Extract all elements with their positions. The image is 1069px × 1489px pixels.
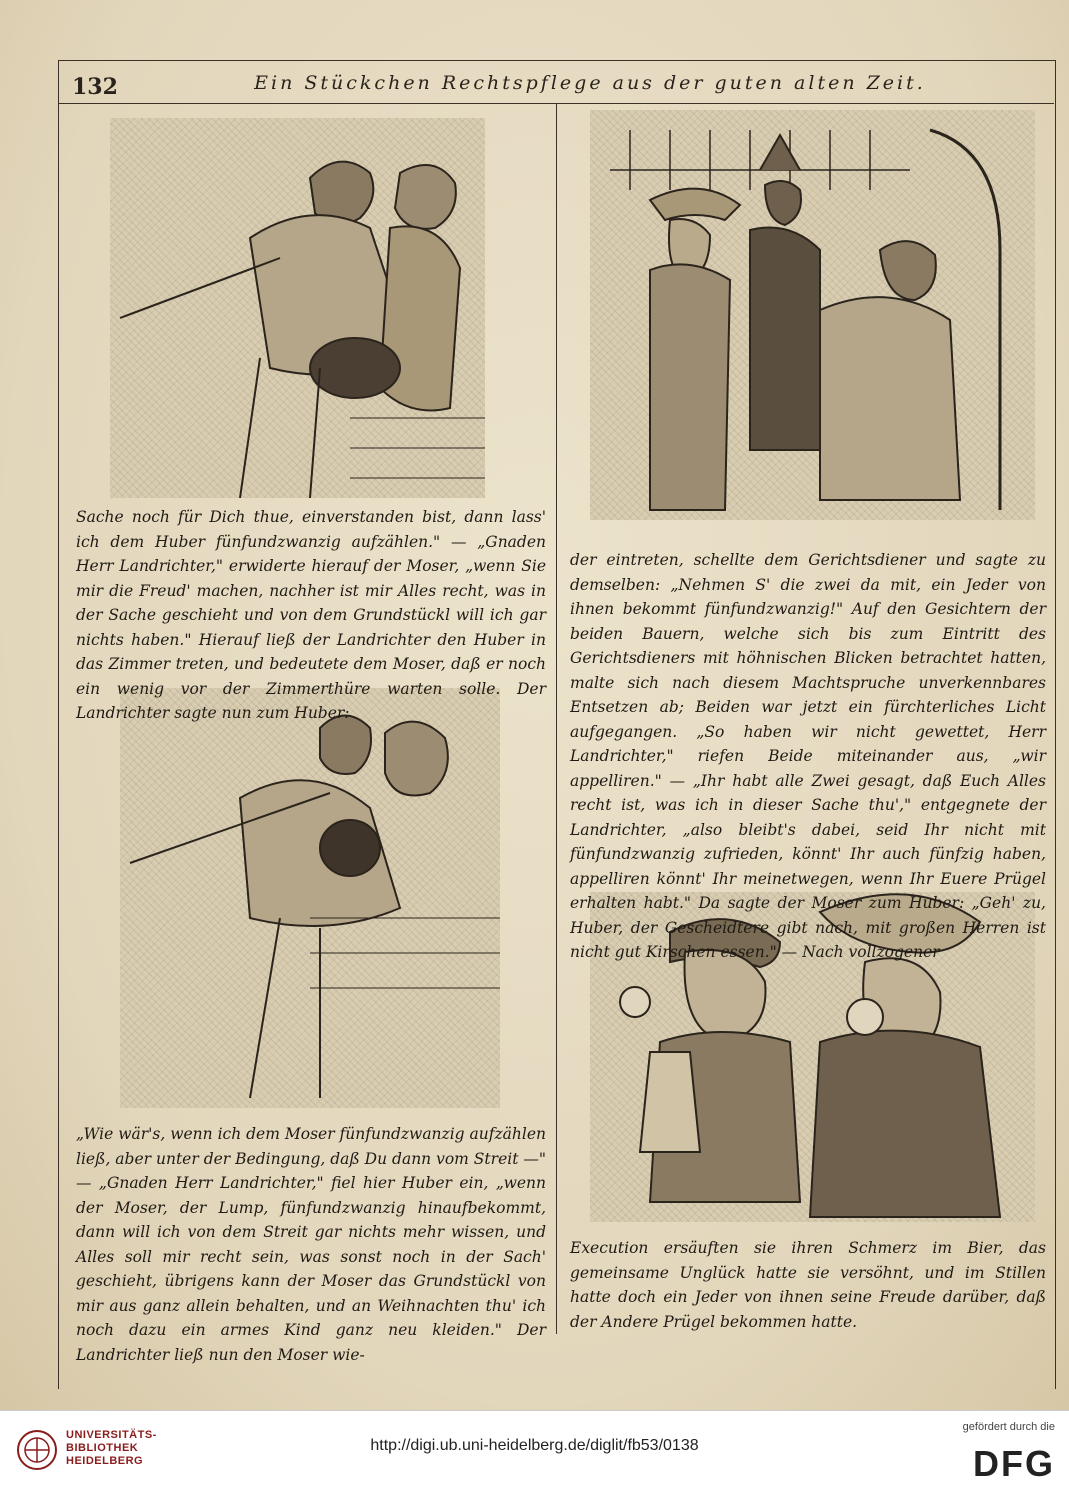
left-column-paragraph-1: Sache noch für Dich thue, einverstanden bist, dann lass' ich dem Huber fünfundzwanzig aufzählen." — „Gnaden Herr Landrichter," erwiderte hierauf der Moser, „wenn Sie mir die Freud' machen, nachher ist mir Alles recht, was in der Sache geschieht und von dem Grundstückl will ich gar nichts haben." Hierauf ließ der Landrichter den Huber in das Zimmer treten, und bedeutete dem Moser, daß er noch ein wenig vor der Zimmerthüre warten solle. Der Landrichter sagte nun zum Huber: (76, 508, 546, 722)
dfg-logo: DFG (973, 1443, 1055, 1484)
column-divider (556, 104, 557, 1334)
permalink-url[interactable]: http://digi.ub.uni-heidelberg.de/diglit/fb53/0138 (370, 1437, 699, 1454)
illustration-man-leaning (120, 688, 500, 1108)
illustration-men-whispering (110, 118, 485, 498)
library-name-line: HEIDELBERG (66, 1455, 144, 1467)
funding-label: gefördert durch die (962, 1421, 1055, 1433)
right-column-paragraph-1: der eintreten, schellte dem Gerichtsdiener und sagte zu demselben: „Nehmen S' die zwei da mit, ein Jeder von ihnen bekommt fünfundzwanzig!" Auf den Gesichtern der beiden Bauern, welche sich bis zum Eintritt des Gerichtsdieners mit höhnischen Blicken betrachtet hatten, malte sich nach diesem Machtspruche unverkennbares Entsetzen ab; Beiden war jetzt ein fürchterliches Licht aufgegangen. „So haben wir nicht gewettet, Herr Landrichter," riefen Beide miteinander aus, „wir appelliren." — „Ihr habt alle Zwei gesagt, daß Euch Alles recht ist, was ich in dieser Sache thu'," entgegnete der Landrichter, „also bleibt's dabei, seid Ihr nicht mit fünfundzwanzig zufrieden, könnt' Ihr auch fünfzig haben, appelliren könnt' Ihr meinetwegen, wenn Ihr Euere Prügel erhalten habt." Da sagte der Moser zum Huber: „Geh' zu, Huber, der Gescheidtere gibt nach, mit großen Herren ist nicht gut Kirschen essen." — Nach vollzogener (570, 551, 1046, 961)
illustration-court-servant (590, 110, 1035, 520)
running-title: Ein Stückchen Rechtspflege aus der guten alten Zeit. (254, 72, 926, 94)
library-name-line: UNIVERSITÄTS- (66, 1429, 157, 1441)
right-column-paragraph-2: Execution ersäuften sie ihren Schmerz im Bier, das gemeinsame Unglück hatte sie versöhnt, und im Stillen hatte doch ein Jeder von ihnen seine Freude darüber, daß der Andere Prügel bekommen hatte. (570, 1239, 1046, 1331)
left-column-paragraph-2: „Wie wär's, wenn ich dem Moser fünfundzwanzig aufzählen ließ, aber unter der Bedingung, daß Du dann vom Streit —" — „Gnaden Herr Landrichter," fiel hier Huber ein, „wenn der Moser, der Lump, fünfundzwanzig hinaufbekommt, dann will ich von dem Streit gar nichts mehr wissen, und Alles soll mir recht sein, was sonst noch in der Sach' geschieht, übrigens kann der Moser das Grundstückl von mir aus ganz allein behalten, und an Weihnachten thu' ich noch dazu ein armes Kind ganz neu kleiden." Der Landrichter ließ nun den Moser wie- (76, 1125, 546, 1364)
viewer-footer (0, 1410, 1069, 1489)
page-number: 132 (72, 74, 118, 100)
library-name-line: BIBLIOTHEK (66, 1442, 139, 1454)
